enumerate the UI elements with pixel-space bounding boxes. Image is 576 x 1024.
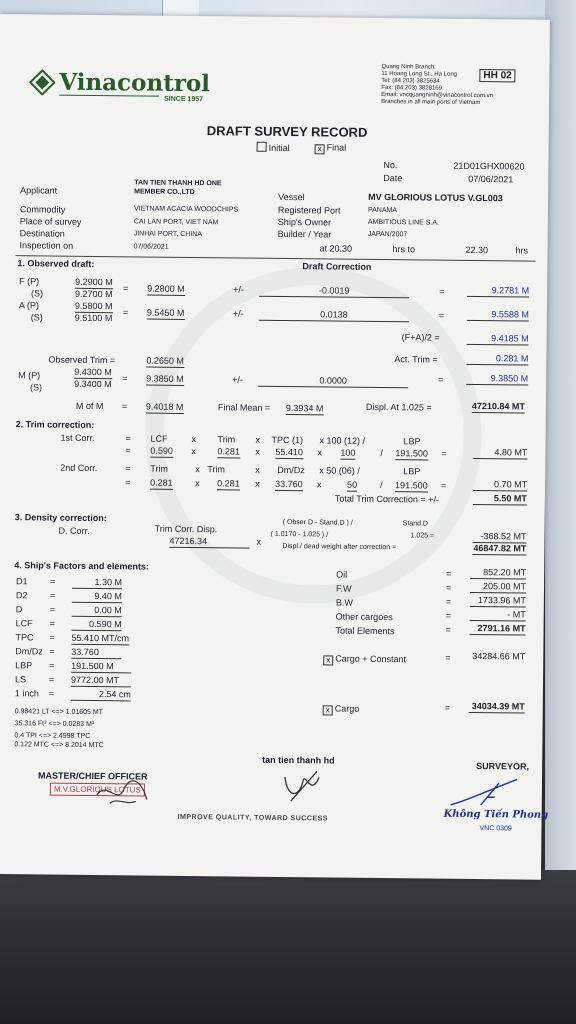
as-value: 9.5100 M	[74, 312, 113, 324]
m-pm: +/-	[232, 374, 244, 385]
trim-h2-dmdz: Dm/Dz	[277, 464, 305, 476]
trim-h-x100: x 100 (12) /	[319, 435, 366, 446]
element-other-eq: =	[445, 610, 452, 621]
ap-value: 9.5800 M	[74, 300, 113, 312]
factor-dmdz-label: Dm/Dz	[15, 646, 43, 657]
ap-label: A (P)	[18, 300, 40, 311]
element-fw-label: F.W	[335, 583, 352, 594]
inspection-label: Inspection on	[19, 240, 74, 251]
element-oil-eq: =	[446, 568, 452, 579]
a-correction: 0.0138	[259, 309, 409, 323]
surveyor-code: VNC 0309	[479, 825, 512, 833]
factor-inch-eq: =	[48, 688, 55, 699]
density-obs-value: ( 1.0170 - 1.025 ) /	[270, 530, 329, 539]
initial-label: Initial	[268, 142, 290, 154]
trim-h2-x1: x	[195, 464, 200, 475]
final-mean-label: Final Mean =	[217, 402, 271, 413]
trim-r1-lbp: 191.500	[395, 448, 429, 459]
branch-line-5: Email: vncquangninh@vinacontrol.com.vn	[381, 91, 494, 100]
density-heading: 3. Density correction:	[14, 512, 107, 524]
factor-d1-eq: =	[50, 576, 56, 587]
no-value: 21D01GHX00620	[453, 160, 525, 172]
act-trim-value: 0.281 M	[466, 353, 528, 366]
m-res-eq: =	[438, 374, 444, 385]
observed-trim-label: Observed Trim =	[48, 354, 116, 366]
fs-label: (S)	[31, 288, 44, 299]
element-other-value: - MT	[470, 609, 526, 622]
owner-label: Ship's Owner	[277, 216, 332, 228]
final-checkbox	[315, 142, 347, 154]
ms-label: (S)	[30, 382, 43, 393]
mofm-label: M of M	[75, 400, 104, 412]
trim-r1-res-eq: =	[441, 448, 447, 459]
factor-d1-label: D1	[16, 576, 28, 587]
element-bw-eq: =	[445, 596, 452, 607]
master-officer-label: MASTER/CHIEF OFFICER	[37, 770, 148, 782]
conversion-mtc: 0.122 MTC <=> 8.2014 MTC	[14, 741, 104, 750]
trim-r2-x3: x	[317, 479, 322, 490]
destination-label: Destination	[19, 228, 65, 239]
trim-h-x2: x	[255, 434, 261, 445]
cargo-check-icon: x	[323, 705, 333, 715]
trim-h2-x2: x	[255, 464, 260, 475]
master-stamp: M.V.GLORIOUS LOTUS	[50, 783, 145, 797]
m-result: 9.3850 M	[466, 373, 528, 386]
fp-label: F (P)	[19, 276, 40, 287]
as-label: (S)	[30, 312, 43, 323]
builder-value: JAPAN/2007	[367, 230, 408, 239]
density-stand-label: Stand.D	[402, 520, 429, 528]
surveyor-name: Không Tiến Phong	[443, 808, 549, 821]
trim-h-lbp: LBP	[403, 436, 421, 447]
vessel-label: Vessel	[278, 191, 305, 203]
place-value: CAI LAN PORT, VIET NAM	[133, 218, 219, 227]
factor-inch-label: 1 inch	[14, 688, 39, 699]
factor-dmdz-eq: =	[49, 646, 55, 657]
factor-tpc-label: TPC	[15, 632, 34, 643]
vessel-value: MV GLORIOUS LOTUS V.GL003	[368, 191, 503, 204]
trim-r2-eq: =	[125, 477, 131, 488]
brand-since: SINCE 1957	[164, 95, 204, 104]
factor-lcf-value: 0.590 M	[72, 619, 122, 632]
observed-heading: 1. Observed draft:	[17, 258, 95, 270]
observed-trim-value: 0.2650 M	[146, 355, 184, 366]
fs-value: 9.2700 M	[75, 288, 113, 300]
f-mean: 9.2800 M	[147, 283, 185, 294]
factor-lbp-label: LBP	[15, 660, 33, 671]
inspection-hrs: hrs	[515, 245, 529, 256]
brand-underline	[59, 95, 159, 97]
a-eq: =	[122, 307, 129, 318]
a-pm: +/-	[232, 308, 244, 319]
draft-correction-heading: Draft Correction	[302, 261, 372, 272]
draft-survey-document	[0, 14, 550, 880]
trim-h2-x50: x 50 (06) /	[319, 465, 360, 476]
trim-h2-trim1: Trim	[150, 463, 168, 474]
trim-r2-x2: x	[255, 478, 260, 489]
trim-r2-res-eq: =	[441, 480, 447, 491]
cargo-constant-value: 34284.66 MT	[472, 650, 526, 662]
trim-heading: 2. Trim correction:	[15, 419, 95, 431]
final-mean-value: 9.3934 M	[285, 403, 324, 414]
factor-tpc-eq: =	[49, 632, 55, 643]
trim-r1-result: 4.80 MT	[473, 447, 527, 460]
trim-corr-disp-value: 47216.34	[169, 536, 249, 549]
trim-h-x1: x	[191, 434, 197, 445]
cargo-value: 34034.39 MT	[469, 701, 525, 714]
vinacontrol-logo-icon	[29, 69, 55, 95]
element-total-eq: =	[445, 624, 451, 635]
element-total-label: Total Elements	[335, 625, 395, 637]
trim-r1-x3: x	[317, 447, 322, 458]
date-label: Date	[383, 173, 403, 184]
factor-lcf-label: LCF	[15, 618, 33, 629]
cargo-constant-label	[323, 653, 406, 666]
act-trim-label: Act. Trim =	[394, 354, 438, 365]
brand-name: Vinacontrol	[59, 68, 211, 98]
trim-h-tpc: TPC (1)	[271, 434, 304, 446]
factor-ls-eq: =	[48, 674, 55, 685]
factor-d-value: 0.00 M	[72, 605, 122, 618]
branch-line-3: Tel: (84.203) 3825634	[381, 77, 440, 85]
f-correction: -0.0019	[259, 285, 409, 299]
cargo-constant-eq: =	[445, 652, 451, 663]
trim-r2-50: 50	[347, 479, 358, 490]
branch-line-4: Fax: (84.203) 3828169	[381, 84, 442, 92]
first-corr-label: 1st Corr.	[60, 432, 95, 444]
cargo-text: Cargo	[334, 703, 360, 714]
cargo-constant-text: Cargo + Constant	[335, 653, 407, 665]
density-x: x	[256, 536, 262, 547]
factor-d2-eq: =	[49, 590, 56, 601]
surveyor-label: SURVEYOR,	[476, 761, 530, 772]
surveyor-signature-icon	[447, 775, 527, 812]
date-value: 07/06/2021	[468, 173, 514, 185]
trim-r1-100: 100	[340, 447, 356, 458]
f-eq: =	[123, 283, 129, 294]
trim-r1-eq: =	[125, 445, 131, 456]
factor-inch-value: 2.54 cm	[71, 689, 131, 702]
commodity-value: VIETNAM ACACIA WOODCHIPS	[133, 205, 239, 214]
trim-r2-slash: /	[380, 480, 383, 491]
branch-line-6: Branches in all main ports of Vietnam	[381, 98, 481, 107]
background-desk-right	[545, 0, 576, 870]
f-res-eq: =	[439, 286, 445, 297]
applicant-value-2: MEMBER CO.,LTD	[134, 188, 195, 197]
applicant-signature-label: tan tien thanh hd	[262, 754, 335, 766]
inspection-end-time: 22.30	[465, 244, 489, 256]
background-desk-bottom	[0, 870, 576, 1024]
commodity-label: Commodity	[19, 204, 66, 215]
element-bw-label: B.W	[335, 597, 353, 608]
trim-r1-lcf: 0.590	[150, 445, 174, 456]
density-dcorr-label: D. Corr.	[58, 525, 90, 536]
builder-label: Builder / Year	[277, 228, 332, 240]
element-total-value: 2791.16 MT	[470, 623, 526, 636]
master-signature-icon	[92, 775, 152, 812]
applicant-label: Applicant	[20, 185, 58, 196]
trim-r1h-eq: =	[125, 433, 131, 444]
document-title: DRAFT SURVEY RECORD	[206, 123, 368, 140]
a-res-eq: =	[438, 310, 445, 321]
initial-checkbox	[257, 142, 290, 154]
trim-h-trim: Trim	[217, 434, 236, 445]
factor-ls-value: 9772.00 MT	[71, 675, 131, 688]
trim-r1-trim: 0.281	[217, 446, 241, 457]
mofm-value: 9.4018 M	[145, 401, 184, 412]
trim-r2-lbp: 191.500	[395, 480, 428, 491]
m-eq: =	[122, 373, 128, 384]
trim-r1-x1: x	[191, 446, 196, 457]
slogan: IMPROVE QUALITY, TOWARD SUCCESS	[177, 813, 328, 823]
after-correction-value: 46847.82 MT	[473, 542, 527, 554]
no-label: No.	[383, 160, 398, 171]
conversion-tpi: 0.4 TPI <=> 2.4998 TPC	[14, 732, 91, 740]
mp-value: 9.4300 M	[74, 366, 112, 378]
element-other-label: Other cargoes	[335, 611, 393, 623]
initial-box-icon	[257, 142, 267, 152]
second-corr-label: 2nd Corr.	[60, 462, 98, 474]
factor-dmdz-value: 33.760	[71, 647, 121, 660]
element-fw-eq: =	[445, 582, 452, 593]
density-stand-value: 1.025 =	[410, 532, 435, 540]
total-trim-value: 5.50 MT	[473, 493, 527, 506]
element-fw-value: 205.00 MT	[470, 581, 526, 594]
trim-h2-eq: =	[125, 463, 131, 474]
port-label: Registered Port	[277, 204, 341, 216]
cargo-eq: =	[444, 702, 451, 713]
fp-value: 9.2900 M	[75, 276, 113, 288]
after-correction-label: Displ./ dead weight after correction =	[282, 542, 397, 552]
factor-d2-value: 9.40 M	[72, 591, 122, 604]
element-oil-value: 852.20 MT	[470, 567, 526, 580]
cargo-constant-check-icon: x	[323, 655, 333, 665]
density-obs-label: ( Obser D - Stand.D ) /	[282, 518, 353, 527]
trim-r1-slash: /	[380, 448, 383, 459]
trim-r2-x1: x	[195, 478, 200, 489]
conversion-lt: 0.98421 LT <=> 1.01605 MT	[14, 708, 104, 717]
final-check-icon: x	[315, 144, 325, 154]
mp-label: M (P)	[18, 370, 41, 381]
f-pm: +/-	[233, 284, 244, 295]
trim-r2-result: 0.70 MT	[473, 479, 527, 492]
a-result: 9.5588 M	[467, 309, 529, 322]
density-correction-value: -368.52 MT	[472, 531, 526, 544]
applicant-value-1: TAN TIEN THANH HD ONE	[134, 179, 222, 188]
mofm-eq: =	[121, 401, 128, 412]
cargo-label	[323, 703, 360, 715]
trim-r2-dmdz: 33.760	[275, 478, 303, 490]
element-bw-value: 1733.96 MT	[470, 595, 526, 608]
a-mean: 9.5450 M	[146, 307, 185, 318]
factor-d1-value: 1.30 M	[72, 577, 122, 590]
fa2-value: 9.4185 M	[467, 333, 529, 346]
applicant-signature-icon	[277, 767, 327, 808]
branch-line-1: Quang Ninh Branch:	[381, 63, 436, 71]
inspection-value: 07/06/2021	[133, 243, 169, 251]
factor-d-label: D	[15, 604, 23, 615]
branch-line-2: 11 Hoang Long St., Ha Long	[381, 70, 458, 78]
m-mean: 9.3850 M	[146, 373, 184, 384]
ms-value: 9.3400 M	[74, 378, 112, 390]
trim-r1-x2: x	[255, 446, 260, 457]
trim-h2-lbp: LBP	[403, 466, 421, 477]
m-correction: 0.0000	[258, 375, 408, 389]
owner-value: AMBITIOUS LINE S.A.	[367, 218, 440, 227]
displacement-value: 47210.84 MT	[471, 400, 526, 412]
final-label: Final	[326, 142, 347, 153]
total-trim-label: Total Trim Correction = +/-	[334, 493, 440, 505]
destination-value: JINHAI PORT, CHINA	[133, 230, 203, 239]
factor-lcf-eq: =	[49, 618, 55, 629]
port-value: PANAMA	[367, 206, 398, 215]
factor-lbp-eq: =	[49, 660, 55, 671]
conversion-ft3: 35.316 Ft³ <=> 0.0283 M³	[14, 720, 95, 729]
inspection-hrs-to: hrs to	[392, 244, 416, 255]
place-label: Place of survey	[19, 216, 82, 227]
inspection-at: at 20.30	[319, 243, 353, 254]
trim-corr-disp-label: Trim Corr. Disp.	[154, 523, 218, 535]
form-code: HH 02	[479, 69, 515, 82]
trim-r2-trim1: 0.281	[150, 477, 173, 488]
trim-h-lcf: LCF	[150, 433, 168, 444]
displacement-label: Displ. At 1.025 =	[365, 401, 432, 413]
trim-h2-trim2: Trim	[207, 464, 225, 475]
f-result: 9.2781 M	[467, 285, 529, 298]
fa2-label: (F+A)/2 =	[401, 332, 440, 343]
element-oil-label: Oil	[336, 569, 348, 580]
factor-d-eq: =	[49, 604, 56, 615]
trim-r1-tpc: 55.410	[275, 446, 304, 458]
factor-lbp-value: 191.500 M	[71, 661, 131, 674]
trim-r2-trim2: 0.281	[217, 478, 240, 489]
factor-ls-label: LS	[14, 674, 27, 685]
factor-d2-label: D2	[15, 590, 28, 601]
factor-tpc-value: 55.410 MT/cm	[71, 632, 130, 644]
factors-heading: 4. Ship's Factors and elements:	[14, 560, 149, 572]
